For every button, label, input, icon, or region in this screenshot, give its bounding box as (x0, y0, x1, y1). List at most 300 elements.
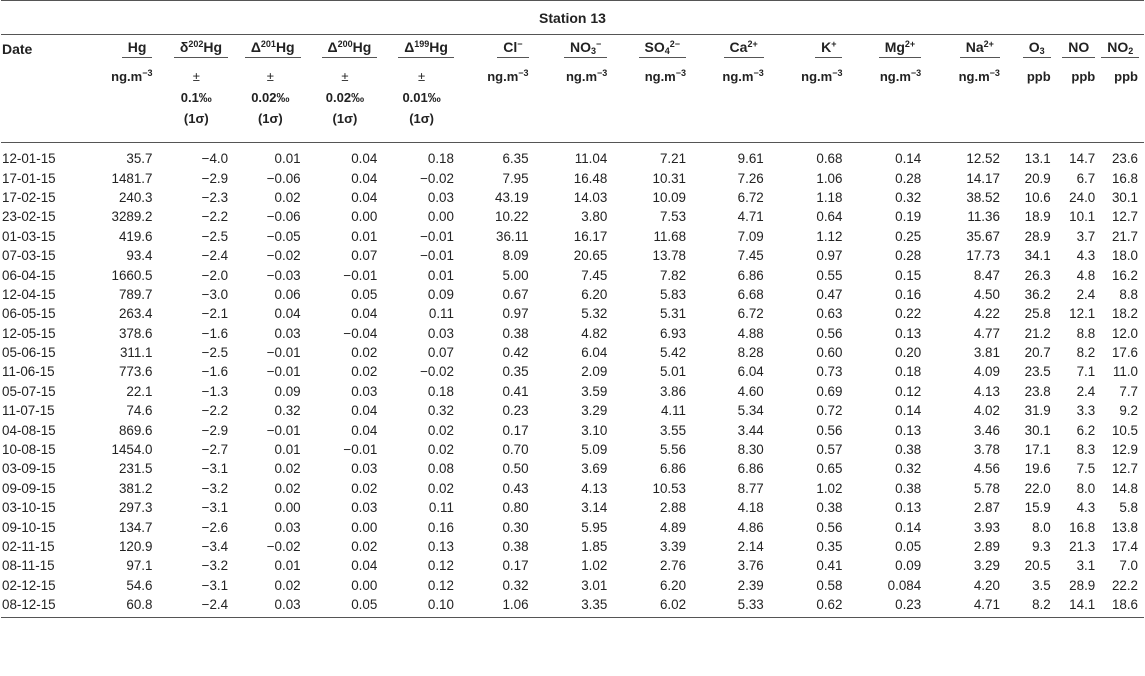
cell-D200: 0.05 (307, 595, 384, 618)
cell-no2: 18.2 (1111, 306, 1138, 322)
cell-so4: 3.39 (659, 539, 687, 554)
cell-o3: 34.1 (1024, 248, 1051, 264)
table-row (1, 517, 1144, 536)
cell-mg: 0.05 (895, 539, 922, 554)
cell-ca: 7.09 (737, 228, 764, 244)
column-unit-date (1, 62, 92, 143)
cell-D199: −0.02 (420, 364, 454, 380)
cell-no2: 12.7 (1111, 209, 1138, 225)
cell-ca: 7.26 (737, 170, 764, 186)
cell-hg: 1660.5 (111, 267, 153, 283)
cell-k: 0.56 (816, 519, 843, 535)
cell-cl: 0.32 (502, 577, 529, 593)
cell-hg: 869.6 (118, 422, 153, 438)
cell-no2: 11.0 (1112, 364, 1138, 380)
cell-cl: 0.43 (502, 480, 529, 496)
cell-hg: 134.7 (118, 519, 153, 535)
cell-ca: 9.61 (737, 151, 764, 167)
cell-d202: −3.2 (201, 558, 229, 574)
cell-D200: 0.02 (351, 345, 378, 361)
cell-D201: −0.06 (266, 209, 301, 225)
column-header-date: Date (1, 35, 92, 63)
cell-so4: 10.53 (652, 480, 687, 496)
cell-ca: 3.76 (737, 558, 764, 574)
cell-D199: 0.01 (427, 267, 454, 283)
cell-k: 0.63 (816, 306, 843, 322)
cell-no3: 3.35 (535, 595, 614, 618)
table-row (1, 537, 1144, 556)
cell-date: 05-06-15 (2, 345, 56, 361)
cell-d202: −1.6 (201, 364, 229, 380)
cell-date: 10-08-15 (2, 442, 56, 458)
cell-k: 0.68 (816, 151, 843, 167)
column-header-mg: $Mg^{2+}$ (848, 35, 927, 63)
cell-no2: 16.2 (1111, 267, 1138, 283)
cell-D201: 0.03 (274, 325, 301, 341)
cell-na: 5.78 (973, 480, 1000, 496)
cell-no: 21.3 (1069, 539, 1096, 554)
column-unit-ca: $ng.m^{-3}$ (692, 62, 770, 143)
cell-o3: 20.9 (1024, 170, 1051, 186)
cell-so4: 4.89 (659, 519, 687, 535)
cell-so4: 6.86 (659, 461, 687, 477)
table-title: Station 13 (1, 1, 1144, 35)
column-header-D200: $\Delta^{200}Hg$ (307, 35, 384, 63)
cell-cl: 6.35 (502, 151, 529, 167)
cell-D201: 0.01 (274, 151, 301, 167)
cell-D201: −0.05 (266, 228, 301, 244)
cell-D201: 0.09 (274, 383, 301, 399)
cell-k: 1.18 (816, 189, 843, 205)
cell-no3: 2.09 (581, 364, 608, 380)
cell-D201: 0.02 (274, 480, 301, 496)
station-13-data-table (1, 0, 1144, 618)
cell-D200: 0.04 (351, 189, 378, 205)
cell-mg: 0.19 (895, 209, 922, 225)
cell-d202: −3.2 (201, 480, 229, 496)
table-row (1, 595, 1144, 618)
cell-D200: 0.04 (351, 403, 378, 419)
cell-mg: 0.28 (895, 170, 922, 186)
cell-date: 08-12-15 (1, 595, 92, 618)
cell-k: 0.97 (816, 248, 843, 264)
cell-hg: 378.6 (118, 325, 153, 341)
cell-ca: 4.60 (737, 383, 764, 399)
cell-no3: 4.13 (581, 480, 608, 496)
cell-d202: −2.5 (201, 345, 229, 361)
cell-date: 06-04-15 (2, 267, 56, 283)
cell-na: 4.02 (973, 403, 1000, 419)
cell-no3: 5.95 (581, 519, 608, 535)
cell-d202: −2.4 (201, 248, 229, 264)
table-row (1, 168, 1144, 187)
cell-no3: 1.02 (581, 558, 608, 574)
cell-D201: −0.01 (266, 364, 301, 380)
cell-no2: 12.7 (1111, 461, 1138, 477)
cell-D200: 0.02 (351, 539, 378, 554)
cell-cl: 8.09 (502, 248, 529, 264)
cell-no: 8.0 (1076, 480, 1096, 496)
table-row (1, 207, 1144, 226)
cell-D200: −0.01 (343, 442, 378, 458)
cell-cl: 0.17 (502, 558, 529, 574)
column-unit-D199: ± 0.01‰ (1σ) (383, 62, 460, 143)
cell-k: 0.55 (816, 267, 843, 283)
cell-no3: 11.04 (574, 151, 608, 167)
cell-no3: 5.09 (581, 442, 608, 458)
cell-no3: 3.10 (581, 422, 608, 438)
cell-no: 4.3 (1076, 248, 1096, 264)
cell-d202: −2.2 (201, 209, 229, 225)
cell-mg: 0.38 (895, 480, 922, 496)
cell-no2: 17.4 (1111, 539, 1138, 554)
table-row (1, 188, 1144, 207)
table-row (1, 324, 1144, 343)
cell-cl: 5.00 (502, 267, 529, 283)
column-unit-D200: ± 0.02‰ (1σ) (307, 62, 384, 143)
cell-date: 11-07-15 (2, 403, 55, 419)
cell-no3: 6.20 (581, 286, 608, 302)
cell-no2: 23.6 (1111, 151, 1138, 167)
cell-D199: 0.11 (428, 500, 454, 516)
column-header-na: $Na^{2+}$ (927, 35, 1006, 63)
cell-na: 12.52 (966, 151, 1000, 167)
cell-D201: −0.06 (266, 170, 301, 186)
cell-o3: 23.5 (1024, 364, 1051, 380)
cell-no2: 13.8 (1111, 519, 1138, 535)
cell-so4: 6.20 (659, 577, 687, 593)
cell-D199: 0.02 (427, 480, 454, 496)
cell-na: 2.87 (973, 500, 1000, 516)
cell-mg: 0.20 (895, 345, 922, 361)
cell-date: 03-10-15 (2, 500, 56, 516)
cell-date: 03-09-15 (2, 461, 56, 477)
cell-D201: −0.01 (266, 345, 301, 361)
cell-cl: 0.17 (502, 422, 529, 438)
cell-D200: 0.02 (351, 364, 378, 380)
cell-D199: 0.12 (427, 577, 454, 593)
cell-ca: 2.14 (737, 539, 764, 554)
cell-so4: 3.55 (659, 422, 687, 438)
cell-hg: 35.7 (126, 151, 153, 167)
cell-D199: 0.07 (427, 345, 454, 361)
column-unit-hg: $ng.m^{-3}$ (92, 62, 158, 143)
column-header-D199: $\Delta^{199}Hg$ (383, 35, 460, 63)
cell-no2: 18.6 (1101, 595, 1144, 618)
cell-o3: 13.1 (1024, 151, 1051, 167)
cell-D199: −0.01 (420, 228, 454, 244)
cell-d202: −3.1 (201, 500, 229, 516)
cell-date: 02-12-15 (2, 577, 56, 593)
cell-k: 0.60 (816, 345, 843, 361)
cell-D199: 0.00 (427, 209, 454, 225)
cell-no2: 5.8 (1119, 500, 1138, 516)
cell-hg: 419.6 (118, 228, 153, 244)
column-header-hg: Hg (92, 35, 158, 63)
cell-no3: 14.03 (573, 189, 608, 205)
cell-so4: 10.09 (652, 189, 687, 205)
cell-ca: 2.39 (737, 577, 764, 593)
cell-mg: 0.32 (895, 461, 922, 477)
table-row (1, 343, 1144, 362)
cell-k: 0.64 (816, 209, 843, 225)
cell-D199: −0.01 (420, 248, 454, 264)
column-unit-d202: ± 0.1‰ (1σ) (158, 62, 234, 143)
column-unit-no: ppb (1057, 62, 1102, 143)
cell-D200: 0.04 (351, 558, 378, 574)
table-row (1, 304, 1144, 323)
cell-no3: 16.48 (573, 170, 608, 186)
cell-no2: 16.8 (1111, 170, 1138, 186)
cell-mg: 0.09 (895, 558, 922, 574)
cell-no: 2.4 (1076, 383, 1096, 399)
cell-D200: 0.00 (351, 519, 378, 535)
cell-o3: 18.9 (1024, 209, 1051, 225)
cell-D201: 0.00 (274, 500, 301, 516)
cell-no: 12.1 (1069, 306, 1096, 322)
cell-d202: −3.0 (201, 286, 229, 302)
cell-date: 12-04-15 (2, 286, 56, 302)
cell-D201: −0.02 (266, 248, 301, 264)
cell-d202: −2.6 (201, 519, 229, 535)
cell-D199: 0.10 (383, 595, 460, 618)
cell-D199: 0.08 (427, 461, 454, 477)
cell-so4: 7.21 (659, 151, 687, 167)
table-row (1, 556, 1144, 575)
cell-na: 8.47 (973, 267, 1000, 283)
cell-mg: 0.15 (895, 267, 922, 283)
cell-cl: 0.41 (502, 383, 529, 399)
cell-no3: 4.82 (581, 325, 608, 341)
column-unit-na: $ng.m^{-3}$ (927, 62, 1006, 143)
cell-hg: 231.5 (118, 461, 153, 477)
cell-no: 3.3 (1076, 403, 1096, 419)
cell-cl: 0.23 (502, 403, 529, 419)
cell-date: 01-03-15 (2, 228, 56, 244)
table-row (1, 498, 1144, 517)
cell-o3: 8.0 (1032, 519, 1051, 535)
cell-no: 7.1 (1076, 364, 1096, 380)
cell-na: 4.13 (973, 383, 1000, 399)
cell-so4: 7.53 (659, 209, 687, 225)
cell-D201: 0.02 (274, 461, 301, 477)
cell-na: 4.71 (927, 595, 1006, 618)
cell-d202: −3.1 (201, 577, 229, 593)
cell-k: 0.41 (816, 558, 843, 574)
cell-cl: 0.38 (502, 325, 529, 341)
cell-no2: 17.6 (1111, 345, 1138, 361)
cell-D199: 0.18 (427, 151, 454, 167)
cell-no: 7.5 (1076, 461, 1096, 477)
cell-so4: 10.31 (652, 170, 687, 186)
column-header-row (1, 35, 1144, 63)
cell-no: 4.8 (1076, 267, 1096, 283)
column-header-no2: $NO_2$ (1101, 35, 1144, 63)
cell-o3: 9.3 (1032, 539, 1051, 554)
cell-D201: 0.02 (274, 189, 301, 205)
cell-k: 1.12 (816, 228, 843, 244)
cell-mg: 0.28 (895, 248, 922, 264)
cell-D200: 0.04 (351, 422, 378, 438)
cell-no2: 7.0 (1119, 558, 1138, 574)
cell-k: 0.72 (816, 403, 843, 419)
cell-no3: 20.65 (573, 248, 608, 264)
table-row (1, 362, 1144, 381)
cell-k: 0.35 (816, 539, 843, 554)
cell-mg: 0.32 (895, 189, 922, 205)
cell-o3: 10.6 (1024, 189, 1051, 205)
cell-ca: 6.72 (737, 189, 764, 205)
cell-D199: 0.11 (428, 306, 454, 322)
cell-cl: 0.70 (502, 442, 529, 458)
cell-no3: 3.59 (581, 383, 608, 399)
cell-cl: 10.22 (495, 209, 529, 225)
table-row (1, 285, 1144, 304)
cell-hg: 22.1 (126, 383, 153, 399)
cell-no2: 18.0 (1111, 248, 1138, 264)
cell-d202: −2.4 (158, 595, 234, 618)
cell-ca: 6.68 (737, 286, 764, 302)
cell-no: 8.2 (1076, 345, 1096, 361)
cell-cl: 0.50 (502, 461, 529, 477)
cell-cl: 36.11 (496, 228, 529, 244)
cell-na: 4.50 (973, 286, 1000, 302)
cell-so4: 5.01 (659, 364, 687, 380)
cell-k: 0.62 (770, 595, 849, 618)
cell-D201: 0.02 (274, 577, 301, 593)
column-header-no: NO (1057, 35, 1102, 63)
cell-date: 17-01-15 (2, 170, 56, 186)
cell-so4: 2.88 (659, 500, 687, 516)
cell-k: 0.57 (816, 442, 843, 458)
cell-D200: 0.04 (351, 151, 378, 167)
cell-k: 0.69 (816, 383, 843, 399)
cell-D200: −0.01 (343, 267, 378, 283)
cell-D200: 0.07 (351, 248, 378, 264)
cell-cl: 0.30 (502, 519, 529, 535)
cell-hg: 240.3 (118, 189, 153, 205)
cell-D199: 0.03 (427, 325, 454, 341)
cell-o3: 28.9 (1024, 228, 1051, 244)
cell-o3: 22.0 (1024, 480, 1051, 496)
column-unit-mg: $ng.m^{-3}$ (848, 62, 927, 143)
cell-hg: 381.2 (118, 480, 153, 496)
cell-D201: 0.32 (274, 403, 301, 419)
cell-o3: 25.8 (1024, 306, 1051, 322)
cell-d202: −2.0 (201, 267, 229, 283)
cell-D200: −0.04 (343, 325, 378, 341)
cell-date: 12-01-15 (2, 151, 56, 167)
cell-no2: 21.7 (1111, 228, 1138, 244)
cell-D199: 0.02 (427, 422, 454, 438)
cell-D201: 0.01 (274, 442, 301, 458)
cell-hg: 773.6 (118, 364, 153, 380)
cell-no: 4.3 (1076, 500, 1096, 516)
cell-na: 3.93 (973, 519, 1000, 535)
cell-no2: 30.1 (1111, 189, 1138, 205)
cell-cl: 0.38 (502, 539, 529, 554)
column-header-cl: Cl− (460, 35, 535, 63)
cell-o3: 15.9 (1024, 500, 1051, 516)
cell-no3: 3.29 (581, 403, 608, 419)
table-row (1, 246, 1144, 265)
cell-d202: −2.9 (201, 422, 229, 438)
cell-hg: 789.7 (118, 286, 153, 302)
cell-date: 12-05-15 (2, 325, 56, 341)
column-header-ca: $Ca^{2+}$ (692, 35, 770, 63)
cell-D199: 0.03 (427, 189, 454, 205)
cell-ca: 4.18 (737, 500, 764, 516)
cell-no: 2.4 (1076, 286, 1096, 302)
cell-so4: 3.86 (659, 383, 687, 399)
cell-no2: 9.2 (1119, 403, 1138, 419)
cell-k: 0.56 (816, 325, 843, 341)
cell-d202: −2.9 (201, 170, 229, 186)
units-header-row (1, 62, 1144, 143)
cell-d202: −1.6 (201, 325, 229, 341)
cell-no2: 22.2 (1111, 577, 1138, 593)
cell-na: 35.67 (966, 228, 1000, 244)
cell-d202: −4.0 (201, 151, 229, 167)
cell-no: 24.0 (1069, 189, 1096, 205)
cell-o3: 20.5 (1024, 558, 1051, 574)
cell-ca: 8.30 (737, 442, 764, 458)
cell-mg: 0.38 (895, 442, 922, 458)
cell-hg: 97.1 (126, 558, 153, 574)
cell-hg: 74.6 (126, 403, 153, 419)
cell-so4: 5.56 (659, 442, 687, 458)
cell-no3: 3.69 (581, 461, 608, 477)
cell-date: 09-10-15 (2, 519, 56, 535)
cell-o3: 21.2 (1024, 325, 1051, 341)
cell-no: 6.7 (1076, 170, 1096, 186)
cell-cl: 0.80 (502, 500, 529, 516)
cell-so4: 7.82 (659, 267, 687, 283)
cell-na: 4.56 (973, 461, 1000, 477)
cell-k: 0.65 (816, 461, 843, 477)
cell-no: 28.9 (1069, 577, 1096, 593)
cell-D201: 0.03 (274, 519, 301, 535)
table-row (1, 401, 1144, 420)
cell-mg: 0.25 (895, 228, 922, 244)
cell-ca: 6.04 (737, 364, 764, 380)
cell-na: 2.89 (973, 539, 1000, 554)
cell-no: 3.7 (1076, 228, 1096, 244)
cell-mg: 0.14 (895, 151, 922, 167)
cell-ca: 5.33 (692, 595, 770, 618)
cell-cl: 7.95 (502, 170, 529, 186)
column-header-no3: $NO_3^-$ (535, 35, 614, 63)
cell-date: 02-11-15 (2, 539, 55, 554)
cell-k: 0.38 (816, 500, 843, 516)
cell-D199: 0.16 (427, 519, 454, 535)
cell-ca: 7.45 (737, 248, 764, 264)
cell-ca: 4.71 (737, 209, 764, 225)
cell-k: 0.47 (816, 286, 843, 302)
cell-o3: 3.5 (1032, 577, 1051, 593)
cell-o3: 20.7 (1024, 345, 1051, 361)
cell-D199: −0.02 (420, 170, 454, 186)
column-header-d202: $\delta^{202}Hg$ (158, 35, 234, 63)
cell-mg: 0.18 (895, 364, 922, 380)
cell-cl: 43.19 (495, 189, 529, 205)
cell-na: 3.29 (973, 558, 1000, 574)
cell-no2: 10.5 (1111, 422, 1138, 438)
cell-ca: 4.88 (737, 325, 764, 341)
table-row (1, 440, 1144, 459)
cell-ca: 6.72 (737, 306, 764, 322)
cell-D200: 0.03 (351, 500, 378, 516)
